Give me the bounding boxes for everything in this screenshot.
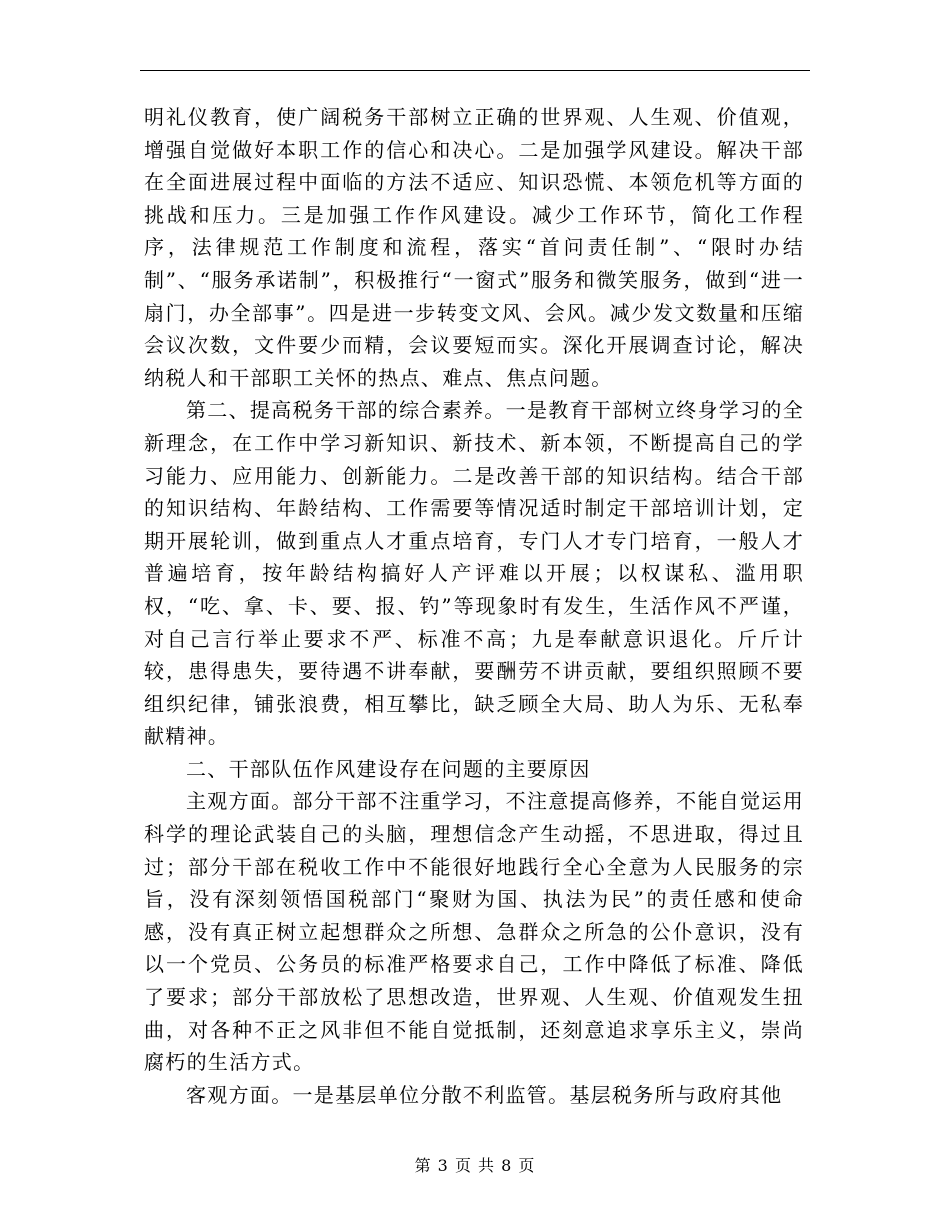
paragraph-4: 客观方面。一是基层单位分散不利监管。基层税务所与政府其他 [186,1082,783,1107]
header-rule [140,70,810,71]
section-heading: 二、干部队伍作风建设存在问题的主要原因 [186,756,591,781]
document-body [144,101,804,1111]
paragraph-1: 明礼仪教育，使广阔税务干部树立正确的世界观、人生观、价值观，增强自觉做好本职工作的信心和决心。二是加强学风建设。解决干部在全面进展过程中面临的方法不适应、知识恐慌、本领危机等方面的挑战和压力。三是加强工作作风建设。减少工作环节，简化工作程序，法律规范工作制度和流程，落实“首问责任制”、“限时办结制”、“服务承诺制”，积极推行“一窗式”服务和微笑服务，做到“进一扇门，办全部事”。四是进一步转变文风、会风。减少发文数量和压缩会议次数，文件要少而精，会议要短而实。深化开展调查讨论，解决纳税人和干部职工关怀的热点、难点、焦点问题。 [144,105,804,390]
paragraph-2: 第二、提高税务干部的综合素养。一是教育干部树立终身学习的全新理念，在工作中学习新知识、新技术、新本领，不断提高自己的学习能力、应用能力、创新能力。二是改善干部的知识结构。结合干部的知识结构、年龄结构、工作需要等情况适时制定干部培训计划，定期开展轮训，做到重点人才重点培育，专门人才专门培育，一般人才普遍培育，按年龄结构搞好人产评难以开展；以权谋私、滥用职权，“吃、拿、卡、要、报、钓”等现象时有发生，生活作风不严谨，对自己言行举止要求不严、标准不高；九是奉献意识退化。斤斤计较，患得患失，要待遇不讲奉献，要酬劳不讲贡献，要组织照顾不要组织纪律，铺张浪费，相互攀比，缺乏顾全大局、助人为乐、无私奉献精神。 [144,398,804,749]
page-number-footer: 第 3 页 共 8 页 [414,1156,536,1175]
paragraph-3: 主观方面。部分干部不注重学习，不注意提高修养，不能自觉运用科学的理论武装自己的头脑，理想信念产生动摇，不思进取，得过且过；部分干部在税收工作中不能很好地践行全心全意为人民服务的宗旨，没有深刻领悟国税部门“聚财为国、执法为民”的责任感和使命感，没有真正树立起想群众之所想、急群众之所急的公仆意识，没有以一个党员、公务员的标准严格要求自己，工作中降低了标准、降低了要求；部分干部放松了思想改造，世界观、人生观、价值观发生扭曲，对各种不正之风非但不能自觉抵制，还刻意追求享乐主义，崇尚腐朽的生活方式。 [144,789,804,1075]
